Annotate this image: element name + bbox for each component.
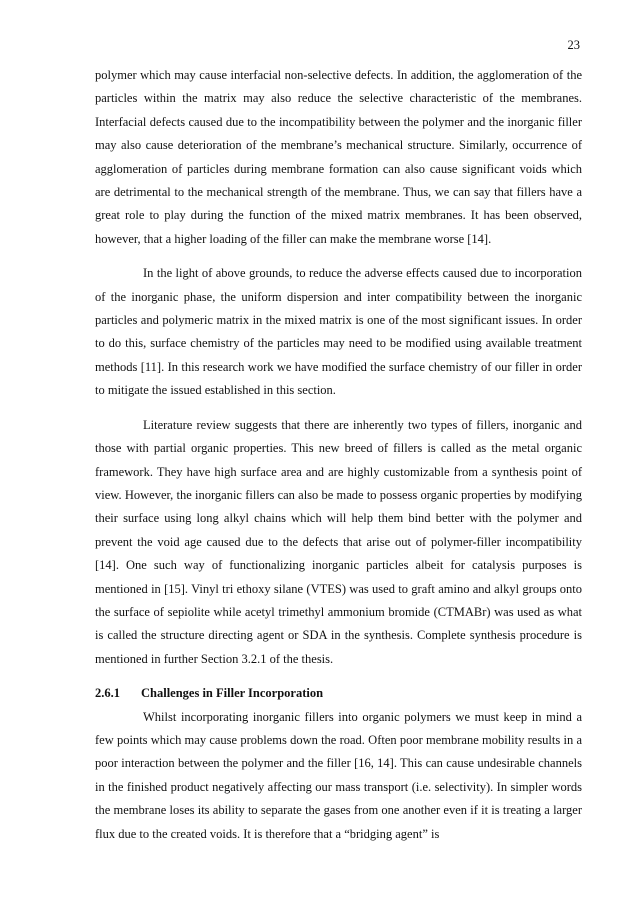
section-title: Challenges in Filler Incorporation [141, 686, 324, 701]
section-paragraph: Whilst incorporating inorganic fillers into organic polymers we must keep in mind a few points which may cause problems down the road. Often poor membrane mobility results in a poor interaction between the polymer and the filler [16, 14]. This can cause undesirable channels in the finished product negatively affecting our mass transport (i.e. selectivity). In simpler words the membrane loses its ability to separate the gases from one another even if it is treating a larger flux due to the created voids. It is therefore that a “bridging agent” is [95, 709, 582, 841]
paragraph-2: In the light of above grounds, to reduce the adverse effects caused due to incorporation of the inorganic phase, the uniform dispersion and inter compatibility between the inorganic particles and polymeric matrix in the mixed matrix is one of the most significant issues. In order to do this, surface chemistry of the particles may need to be modified using available treatment methods [11]. In this research work we have modified the surface chemistry of our filler in order to mitigate the issued established in this section. [95, 266, 582, 398]
section-number: 2.6.1 [95, 686, 120, 701]
section-heading [95, 682, 582, 705]
paragraph-1: polymer which may cause interfacial non-selective defects. In addition, the agglomeration of the particles within the matrix may also reduce the selective characteristic of the membranes. Interfacial defects caused due to the incompatibility between the polymer and the inorganic filler may also cause deterioration of the membrane’s mechanical structure. Similarly, occurrence of agglomeration of particles during membrane formation can also cause significant voids which are detrimental to the mechanical strength of the membrane. Thus, we can say that fillers have a great role to play during the function of the mixed matrix membranes. It has been observed, however, that a higher loading of the filler can make the membrane worse [14]. [95, 68, 582, 246]
page-body [95, 64, 582, 857]
page-number: 23 [567, 38, 580, 52]
paragraph-3: Literature review suggests that there are inherently two types of fillers, inorganic and those with partial organic properties. This new breed of fillers is called as the metal organic framework. They have high surface area and are highly customizable from a synthesis point of view. However, the inorganic fillers can also be made to possess organic properties by modifying their surface using long alkyl chains which will help them bind better with the polymer and prevent the void age caused due to the defects that arise out of polymer-filler incompatibility [14]. One such way of functionalizing inorganic particles albeit for catalysis purposes is mentioned in [15]. Vinyl tri ethoxy silane (VTES) was used to graft amino and alkyl groups onto the surface of sepiolite while acetyl trimethyl ammonium bromide (CTMABr) was used as what is called the structure directing agent or SDA in the synthesis. Complete synthesis procedure is mentioned in further Section 3.2.1 of the thesis. [95, 417, 582, 666]
